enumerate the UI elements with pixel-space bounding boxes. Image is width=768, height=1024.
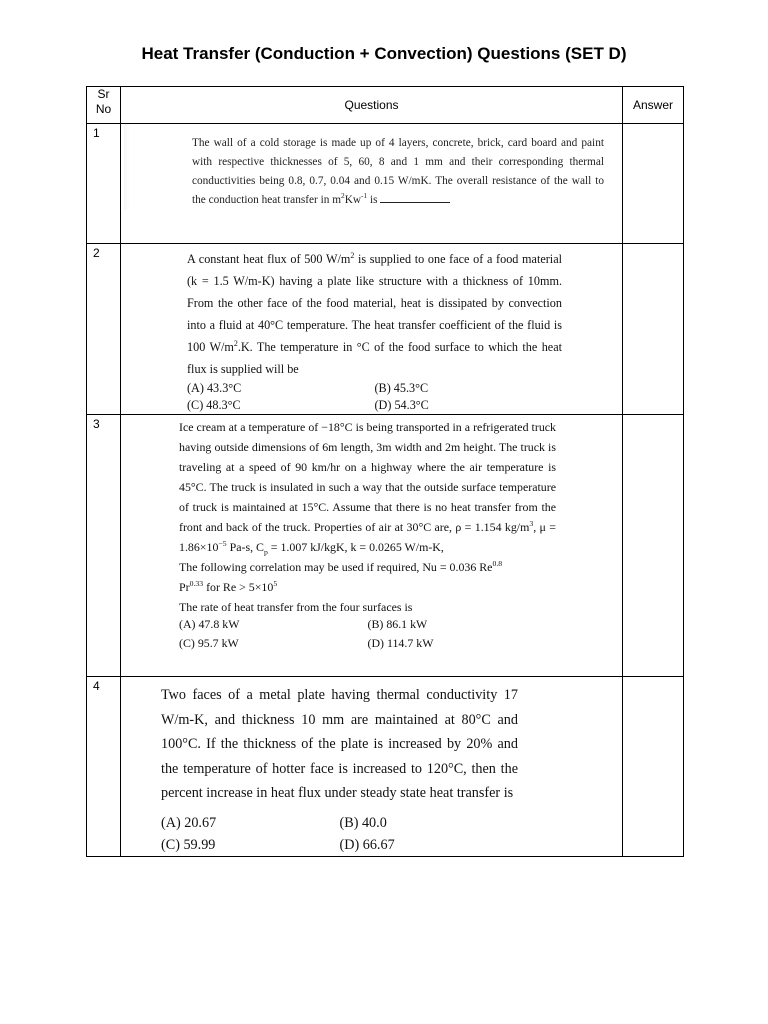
option-a: (A) 43.3°C bbox=[187, 381, 242, 395]
answer-options bbox=[187, 380, 562, 414]
sr-no-cell: 2 bbox=[87, 244, 121, 415]
option-b: (B) 86.1 kW bbox=[367, 617, 428, 631]
option-a: (A) 47.8 kW bbox=[179, 617, 240, 631]
answer-cell[interactable] bbox=[623, 415, 684, 677]
question-cell bbox=[121, 415, 623, 677]
option-c: (C) 48.3°C bbox=[187, 398, 241, 412]
option-b: (B) 45.3°C bbox=[374, 381, 429, 395]
answer-cell[interactable] bbox=[623, 677, 684, 857]
sr-no-cell: 1 bbox=[87, 124, 121, 244]
option-a: (A) 20.67 bbox=[161, 814, 217, 831]
option-c: (C) 59.99 bbox=[161, 836, 216, 853]
sr-no-cell: 4 bbox=[87, 677, 121, 857]
answer-cell[interactable] bbox=[623, 124, 684, 244]
table-row bbox=[87, 677, 684, 857]
sr-no-header: Sr No bbox=[87, 87, 121, 124]
questions-header: Questions bbox=[121, 87, 623, 124]
answer-options bbox=[161, 812, 518, 856]
option-c: (C) 95.7 kW bbox=[179, 636, 239, 650]
option-d: (D) 114.7 kW bbox=[367, 636, 434, 650]
table-row bbox=[87, 244, 684, 415]
question-cell bbox=[121, 124, 623, 244]
question-cell bbox=[121, 677, 623, 857]
answer-header: Answer bbox=[623, 87, 684, 124]
question-text: Two faces of a metal plate having thermal conductivity 17 W/m-K, and thickness 10 mm are maintained at 80°C and 100°C. If the thickness of the plate is increased by 20% and the temperature of hotter face is increased to 120°C, then the percent increase in heat flux under steady state heat transfer is (A) 20.67 (B) 40.0 (C) 59.99 (D) 66.67 bbox=[121, 677, 622, 856]
questions-table bbox=[86, 86, 684, 857]
answer-cell[interactable] bbox=[623, 244, 684, 415]
table-row bbox=[87, 415, 684, 677]
question-prompt: The rate of heat transfer from the four surfaces is bbox=[179, 600, 413, 614]
table-header-row bbox=[87, 87, 684, 124]
question-text: Ice cream at a temperature of −18°C is being transported in a refrigerated truck having outside dimensions of 6m length, 3m width and 2m height. The truck is traveling at a speed of 90 km/hr on a highway where the air temperature is 45°C. The truck is insulated in such a way that the outside surface temperature of truck is maintained at 15°C. Assume that there is no heat transfer from the front and back of the truck. Properties of air at 30°C are, ρ = 1.154 $kg/m^3$, $\mu = 1.86\times 10^{-5}$ Pa-s, $C_p = 1.007$ kJ/kgK, k = 0.0265 W/m-K, The following correlation may be used if required, Nu = 0.036 $Re^{0.8}$ $Pr^{0.33}$ for $Re > 5\times 10^5$ The rate of heat transfer from the four surfaces is (A) 47.8 kW (B) 86.1 kW (C) 95.7 kW (D) 114.7 kW bbox=[121, 415, 622, 653]
option-d: (D) 66.67 bbox=[339, 836, 395, 853]
question-text: A constant heat flux of 500 $W/m^2$ is supplied to one face of a food material (k = 1.5 W/m-K) having a plate like structure with a thickness of 10mm. From the other face of the food material, heat is dissipated by convection into a fluid at 40°C temperature. The heat transfer coefficient of the fluid is 100 $W/m^2.K$. The temperature in °C of the food surface to which the heat flux is supplied will be (A) 43.3°C (B) 45.3°C (C) 48.3°C (D) 54.3°C bbox=[187, 250, 562, 412]
answer-blank bbox=[380, 201, 450, 203]
option-d: (D) 54.3°C bbox=[374, 398, 429, 412]
table-row bbox=[87, 124, 684, 244]
page-title: Heat Transfer (Conduction + Convection) Questions (SET D) bbox=[141, 44, 627, 63]
sr-no-cell: 3 bbox=[87, 415, 121, 677]
question-cell bbox=[121, 244, 623, 415]
option-b: (B) 40.0 bbox=[339, 814, 387, 831]
question-text: The wall of a cold storage is made up of 4 layers, concrete, brick, card board and paint with respective thicknesses of 5, 60, 8 and 1 mm and their corresponding thermal conductivities being 0.8, 0.7, 0.04 and 0.15 W/mK. The overall resistance of the wall to the conduction heat transfer in $m^2Kw^{-1}$ is bbox=[121, 124, 622, 210]
answer-options bbox=[179, 615, 556, 653]
